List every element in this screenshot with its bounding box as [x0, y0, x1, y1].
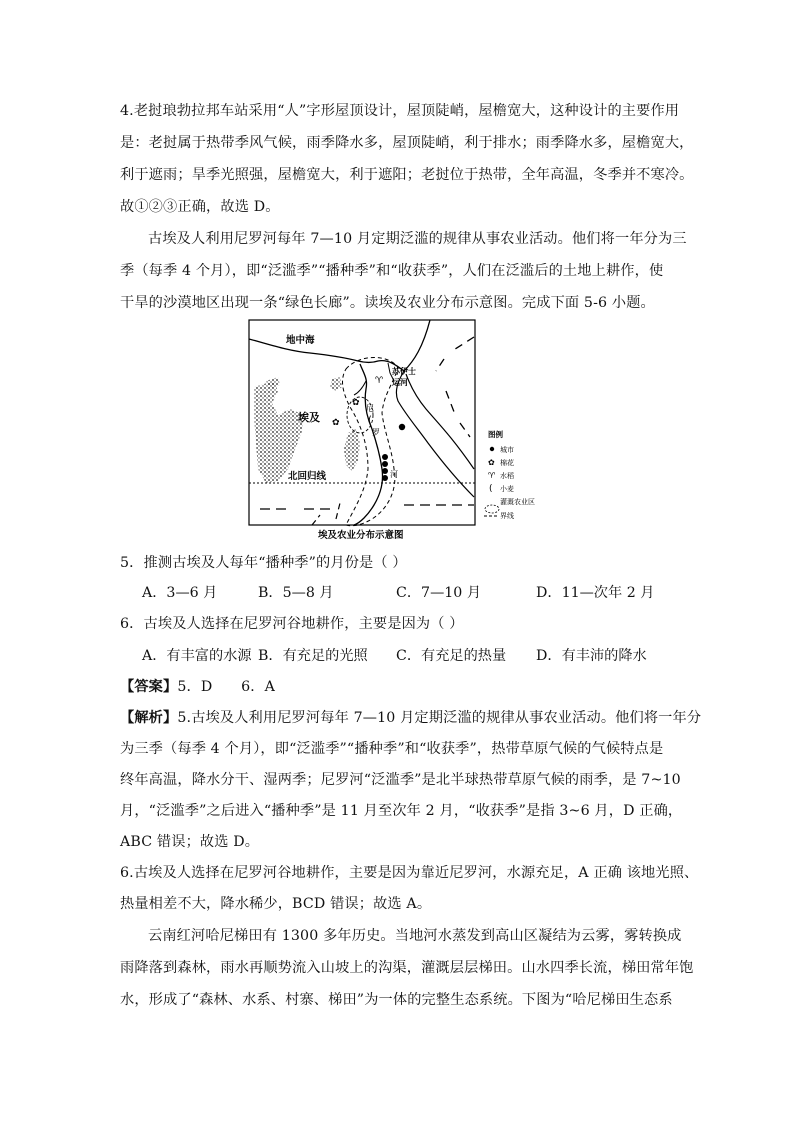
label-egypt: 埃及 — [298, 411, 320, 424]
city-marker — [382, 468, 388, 474]
city-marker — [382, 461, 388, 467]
answer-text: 5．D 6．A — [177, 679, 275, 695]
answer-line — [120, 677, 275, 697]
wheat-symbol: ( — [368, 415, 372, 426]
legend-rice-icon: ♈ — [488, 471, 496, 480]
q6-option-b: B．有充足的光照 — [258, 648, 368, 664]
desert-region-east — [344, 429, 360, 471]
q5-option-b: B．5—8 月 — [258, 585, 334, 601]
analysis-line-5: ABC 错误；故选 D。 — [120, 834, 260, 850]
red-sea-coast — [396, 371, 474, 497]
passage-line-2: 季（每季 4 个月），即“泛滥季”“播种季”和“收获季”，人们在泛滥后的土地上耕作，使 — [120, 263, 664, 279]
q4-line-3: 利于遮雨；旱季光照强，屋檐宽大，利于遮阳；老挝位于热带，全年高温，冬季并不寒冷。 — [120, 167, 694, 183]
label-suez-1: 苏伊士 — [392, 367, 416, 376]
city-marker — [382, 475, 388, 481]
analysis-line-4: 月，“泛滥季”之后进入“播种季”是 11 月至次年 2 月，“收获季”是指 3~6 月，D 正确， — [120, 803, 683, 819]
egypt-agriculture-map — [248, 319, 535, 541]
desert-region-north — [330, 377, 342, 391]
passage2-line-1: 云南红河哈尼梯田有 1300 多年历史。当地河水蒸发到高山区凝结为云雾，雾转换成 — [148, 928, 682, 944]
label-nile-2: 罗 — [372, 428, 380, 437]
q4-line-2: 是：老挝属于热带季风气候，雨季降水多，屋顶陡峭，利于排水；雨季降水多，屋檐宽大， — [120, 135, 694, 151]
analysis-first-line: 5.古埃及人利用尼罗河每年 7—10 月定期泛滥的规律从事农业活动。他们将一年分 — [177, 710, 702, 726]
q5-option-c: C．7—10 月 — [396, 585, 482, 601]
legend-border: 界线 — [500, 512, 514, 520]
label-mediterranean: 地中海 — [286, 335, 315, 346]
q5-option-d: D．11—次年 2 月 — [536, 585, 655, 601]
passage-line-3: 干旱的沙漠地区出现一条“绿色长廊”。读埃及农业分布示意图。完成下面 5-6 小题。 — [120, 295, 655, 311]
q5-option-a: A．3—6 月 — [142, 585, 218, 601]
label-nile-1: 尼 — [366, 404, 374, 413]
cotton-symbol: ✿ — [352, 398, 360, 408]
legend-cotton-icon: ✿ — [488, 458, 495, 467]
q4-line-1: 4.老挝琅勃拉邦车站采用“人”字形屋顶设计，屋顶陡峭，屋檐宽大，这种设计的主要作用 — [120, 103, 680, 119]
q5-stem: 5．推测古埃及人每年“播种季”的月份是（ ） — [120, 555, 407, 571]
legend-city-icon — [490, 447, 494, 451]
analysis-line-3: 终年高温，降水分干、湿两季；尼罗河“泛滥季”是北半球热带草原气候的雨季，是 7~10 — [120, 772, 681, 788]
legend-wheat-icon: ( — [489, 484, 493, 494]
analysis-line-1 — [120, 708, 701, 728]
answer-label: 【答案】 — [120, 679, 178, 695]
analysis-line-2: 为三季（每季 4 个月），即“泛滥季”“播种季”和“收获季”，热带草原气候的气候特点是 — [120, 741, 664, 757]
nile-delta-branch — [354, 381, 366, 395]
legend-wheat: 小麦 — [500, 485, 514, 493]
q6-stem: 6．古埃及人选择在尼罗河谷地耕作，主要是因为（ ） — [120, 616, 464, 632]
q6-option-a: A．有丰富的水源 — [142, 648, 252, 664]
label-suez-2: 运河 — [392, 378, 408, 387]
label-tropic: 北回归线 — [288, 471, 327, 482]
legend-city: 城市 — [500, 446, 514, 454]
analysis-line-7: 热量相差不大，降水稀少，BCD 错误；故选 A。 — [120, 896, 432, 912]
city-marker — [382, 454, 388, 460]
mediterranean-coastline — [249, 320, 430, 371]
map-legend — [484, 429, 535, 520]
passage2-line-2: 雨降落到森林，雨水再顺势流入山坡上的沟渠，灌溉层层梯田。山水四季长流，梯田常年饱 — [120, 960, 694, 976]
analysis-line-6: 6.古埃及人选择在尼罗河谷地耕作，主要是因为靠近尼罗河，水源充足，A 正确 该地光照、 — [120, 865, 699, 881]
border-west — [312, 503, 340, 525]
desert-region-west — [254, 381, 304, 483]
passage-line-1: 古埃及人利用尼罗河每年 7—10 月定期泛滥的规律从事农业活动。他们将一年分为三 — [148, 231, 687, 247]
city-marker — [399, 424, 405, 430]
legend-irrigation: 灌溉农业区 — [500, 498, 535, 506]
border-south — [260, 505, 474, 509]
legend-title: 图例 — [488, 430, 503, 439]
label-nile-3: 河 — [390, 470, 398, 479]
legend-cotton: 棉花 — [500, 459, 514, 467]
legend-irrigation-icon — [485, 505, 499, 513]
q6-option-d: D．有丰沛的降水 — [536, 648, 647, 664]
map-caption: 埃及农业分布示意图 — [318, 530, 404, 541]
q6-option-c: C．有充足的热量 — [396, 648, 507, 664]
analysis-label: 【解析】 — [120, 710, 178, 726]
legend-rice: 水稻 — [500, 472, 514, 480]
passage2-line-3: 水，形成了“森林、水系、村寨、梯田”为一体的完整生态系统。下图为“哈尼梯田生态系 — [120, 992, 673, 1008]
rice-symbol: ♈ — [375, 376, 384, 386]
border-east — [436, 337, 474, 437]
q4-line-4: 故①②③正确，故选 D。 — [120, 199, 280, 215]
cotton-symbol: ✿ — [332, 418, 340, 428]
sinai-coast — [406, 374, 474, 469]
